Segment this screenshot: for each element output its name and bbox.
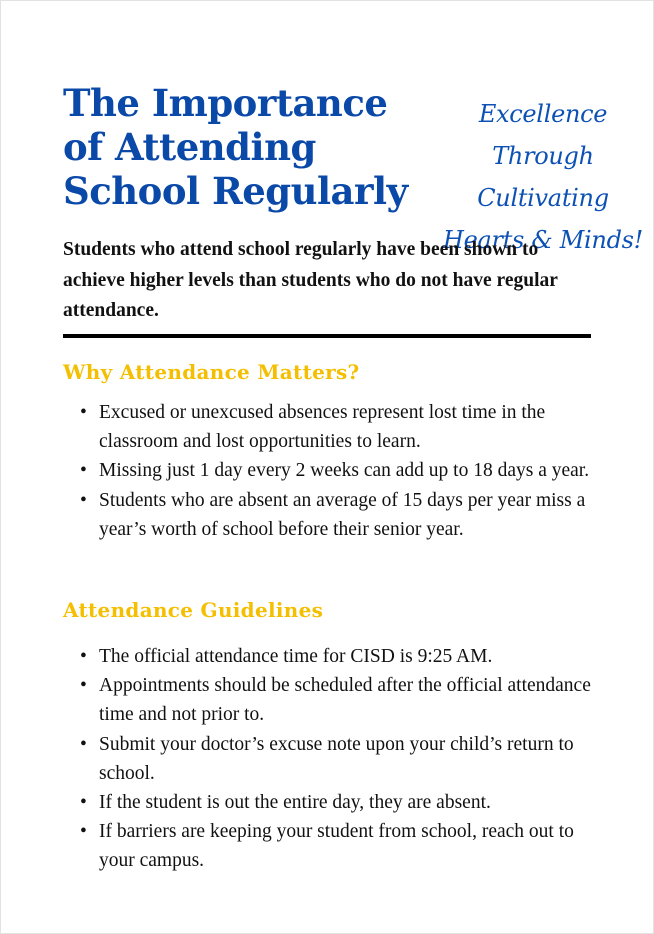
list-item (79, 398, 599, 456)
list-item-text: Missing just 1 day every 2 weeks can add up to 18 days a year. (99, 460, 590, 482)
guidelines-list (79, 642, 599, 876)
bullet-icon: • (80, 675, 87, 697)
section-heading-guidelines: Attendance Guidelines (63, 598, 324, 622)
bullet-icon: • (80, 489, 87, 511)
page-title: The Importance of Attending School Regularly (63, 81, 408, 213)
tagline-line: Excellence Through (478, 100, 608, 170)
bullet-icon: • (80, 402, 87, 423)
list-item (79, 671, 599, 729)
bullet-icon: • (80, 733, 87, 755)
list-item (79, 456, 599, 485)
bullet-icon: • (80, 460, 87, 482)
tagline-line: Hearts & Minds! (442, 226, 644, 254)
intro-paragraph: Students who attend school regularly have been shown to achieve higher levels than students who do not have regular attendance. (63, 239, 558, 321)
section-heading-why-attendance: Why Attendance Matters? (63, 360, 360, 384)
bullet-icon: • (80, 792, 87, 814)
list-item-text: If the student is out the entire day, they are absent. (99, 792, 491, 814)
tagline-line: Cultivating (477, 184, 609, 212)
list-item-text: If barriers are keeping your student from school, reach out to your campus. (99, 821, 574, 872)
list-item-text: Submit your doctor’s excuse note upon your child’s return to school. (99, 733, 574, 784)
list-item (79, 788, 599, 817)
list-item (79, 730, 599, 788)
divider (63, 334, 591, 338)
why-attendance-list (79, 398, 599, 544)
list-item-text: The official attendance time for CISD is 9:25 AM. (99, 646, 493, 667)
list-item (79, 817, 599, 875)
list-item-text: Appointments should be scheduled after the official attendance time and not prior to. (99, 675, 591, 726)
list-item (79, 642, 599, 671)
list-item-text: Students who are absent an average of 15 days per year miss a year’s worth of school before their senior year. (99, 489, 586, 540)
bullet-icon: • (80, 646, 87, 667)
bullet-icon: • (80, 821, 87, 843)
list-item-text: Excused or unexcused absences represent lost time in the classroom and lost opportunities to learn. (99, 402, 546, 453)
list-item (79, 486, 599, 544)
